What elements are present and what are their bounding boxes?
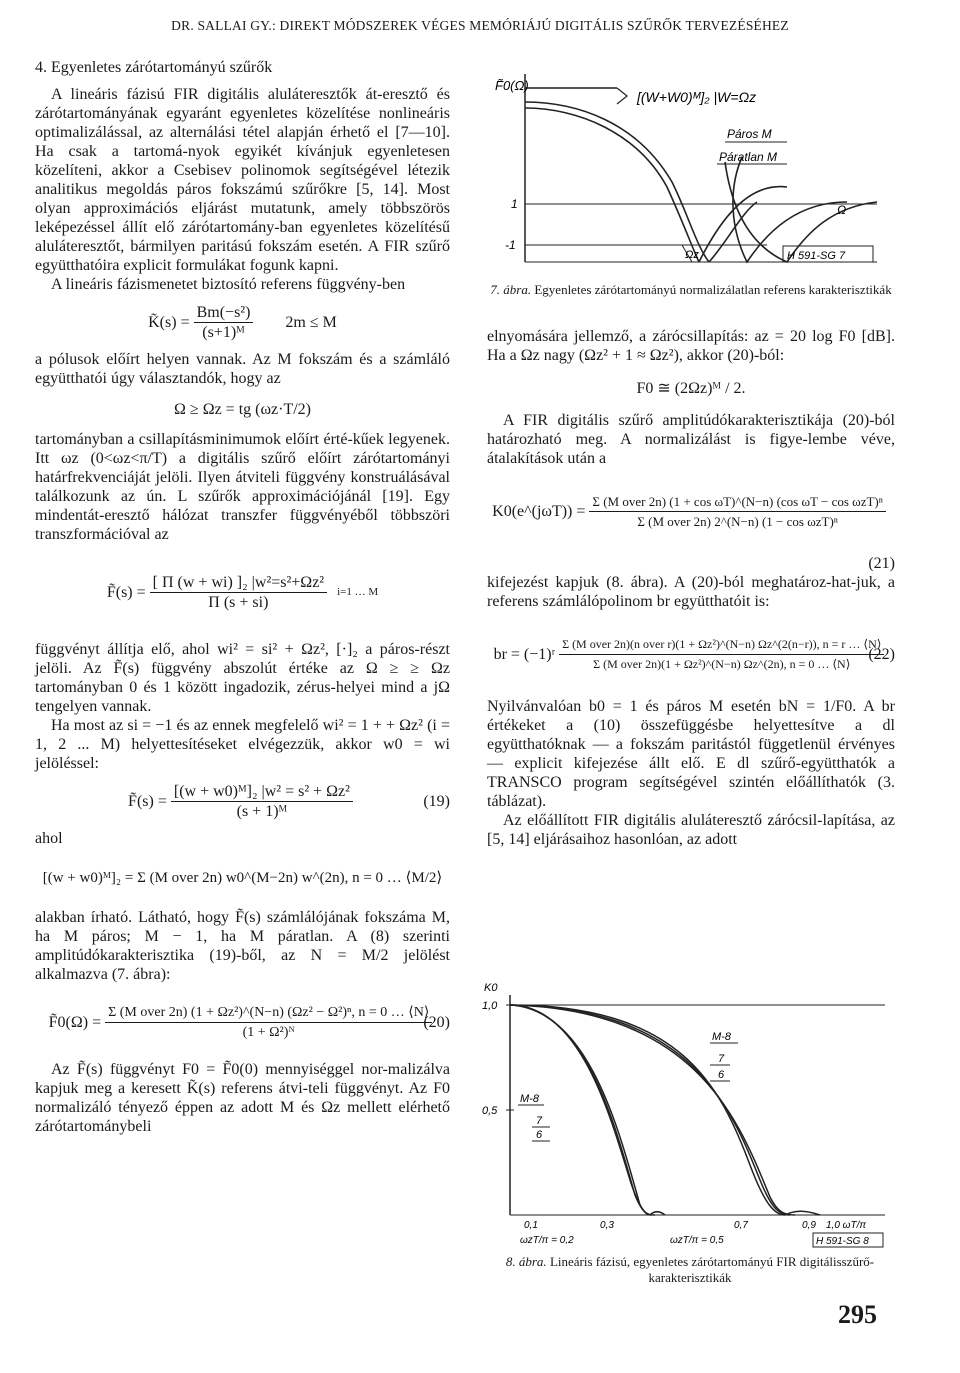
eq-f-lhs: F̃(s) = <box>106 583 146 601</box>
fig7-ylabel: F̃0(Ω) <box>495 78 529 93</box>
eq21-lhs: K0(e^(jωT)) = <box>492 502 586 520</box>
fig8-x03: 0,3 <box>600 1220 614 1231</box>
equation-21 <box>487 476 895 546</box>
eq21-number: (21) <box>868 555 895 572</box>
eq20-numerator: Σ (M over 2n) (1 + Ωz²)^(N−n) (Ωz² − Ω²)ⁿ, n = 0 … ⟨N⟩ <box>105 1003 432 1023</box>
eq-f-limits: i=1 … M <box>337 585 379 598</box>
eq20-lhs: F̃0(Ω) = <box>48 1013 102 1031</box>
left-paragraph-8: Az F̃(s) függvényt F0 = F̃0(0) mennyiséggel nor-malizálva kapjuk meg a keresett K̃(s) referens átvi-teli függvényt. Az F0 normalizáló tényező éppen az adott M és Ωz mellett elérhető zárótartománybeli <box>35 1061 450 1135</box>
figure-7-caption <box>487 282 895 298</box>
eq22-lhs: br = (−1)ʳ <box>493 645 556 663</box>
left-paragraph-1: A lineáris fázisú FIR digitális aluláteresztők át-eresztő és zárótartományának egyaránt egyenletes közelítése nonlineáris optimalizálással, az alternálási tétel alapján érhető el [7—10]. Ha csak a tartomá-nyok egyikét kívánjuk egyenletesen közelíteni, akkor a Csebisev polinomok segítségével létezik analitikus megoldás páros fokszámú szűrőkre [5, 14]. Most olyan approximációs eljárást mutatunk, amely többszörös leképezéssel állít elő zárótartomány-ban egyenletes közelítésű aluláteresztőt, bármilyen paritású fokszám esetén. A FIR szűrő együtthatóira explicit formulákat fogunk kapni. <box>35 86 450 274</box>
right-column <box>487 327 895 849</box>
eq-f-denominator: Π (s + si) <box>208 593 269 611</box>
right-paragraph-1: elnyomására jellemző, a zárócsillapítás: az = 20 log F0 [dB]. Ha a Ωz nagy (Ωz² + 1 ≈ Ωz²), akkor (20)-ból: <box>487 328 895 364</box>
right-paragraph-5: Az előállított FIR digitális aluláteresztő zárócsil-lapítása, az [5, 14] eljárásaihoz hasonlóan, az adott <box>487 812 895 848</box>
eq22-fraction <box>559 635 884 674</box>
eq-k-condition: 2m ≤ M <box>285 313 337 331</box>
right-paragraph-3: kifejezést kapjuk (8. ábra). A (20)-ból meghatároz-hat-juk, a referens számlálópolinom br együtthatóit is: <box>487 574 895 610</box>
equation-omega: Ω ≥ Ωz = tg (ωz·T/2) <box>174 400 311 418</box>
fig8-6-left: 6 <box>536 1129 543 1141</box>
eq-k-lhs: K̃(s) = <box>148 313 190 331</box>
fig7-tick-minus-one: -1 <box>505 238 516 252</box>
eq22-numerator: Σ (M over 2n)(n over r)(1 + Ωz²)^(N−n) Ωz^(2(n−r)), n = r … ⟨N⟩ <box>559 635 884 655</box>
fig8-7-right: 7 <box>718 1053 725 1065</box>
fig8-annotation-b: ωzT/π = 0,5 <box>670 1235 724 1246</box>
equation-f <box>35 552 450 632</box>
fig8-m8-left: M-8 <box>520 1093 539 1105</box>
eq19-numerator: [(w + w0)ᴹ]₂ |w² = s² + Ωz² <box>171 782 353 802</box>
fig7-paros-label: Páros M <box>727 127 772 141</box>
eq-k-fraction <box>194 303 254 342</box>
right-paragraph-4: Nyilvánvalóan b0 = 1 és páros M esetén bN = 1/F0. A br értékeket a (10) összefüggésbe helyettesítve a dl együtthatóknak — a fokszám paritástól függetlenül érvényes — explicit kifejezése állt elő. E dl szűrő-együtthatók a TRANSCO program segítségével szintén előállíthatók (3. táblázat). <box>487 698 895 810</box>
figure-8-plot <box>480 965 895 1250</box>
fig8-caption-number: 8. ábra. <box>505 1254 547 1269</box>
fig7-paratlan-label: Páratlan M <box>719 150 778 164</box>
left-paragraph-6: Ha most az si = −1 és az ennek megfelelő wi² = 1 + + Ωz² (i = 1, 2 ... M) helyettesítéseket elvégezzük, akkor w0 = wi jelöléssel: <box>35 717 450 772</box>
fig8-6-right: 6 <box>718 1069 725 1081</box>
eq-f-fraction <box>150 573 327 612</box>
left-column <box>35 58 450 1136</box>
eq-k-denominator: (s+1)ᴹ <box>202 323 245 341</box>
fig8-m8-right: M-8 <box>712 1031 731 1043</box>
fig8-y05: 0,5 <box>482 1105 498 1117</box>
equation-20 <box>35 992 450 1052</box>
fig8-x07: 0,7 <box>734 1220 748 1231</box>
left-paragraph-5: függvényt állítja elő, ahol wi² = si² + Ωz², [·]₂ a páros-részt jelöli. Az F̃(s) függvény abszolút értéke az Ω ≥ ≥ Ωz tartományban 0 és 1 között ingadozik, zérus-helyei mind a jΩ tengelyen vannak. <box>35 641 450 715</box>
figure-8-caption <box>490 1254 890 1286</box>
fig8-caption-text: Lineáris fázisú, egyenletes zárótartományú FIR digitálisszűrő-karakterisztikák <box>549 1254 875 1285</box>
fig7-omega: Ω <box>837 203 847 217</box>
figure-7 <box>487 62 895 280</box>
eq21-fraction <box>589 492 885 531</box>
left-paragraph-4: tartományban a csillapításminimumok előírt érté-kűek legyenek. Itt ωz (0<ωz<π/T) a digitális szűrő előírt zárótartományi határfrekvenciáját jelöli. Ilyen átviteli függvény konstruálásával találkozunk az ún. L szűrők approximációjánál [19]. Egy mindentát-eresztő hálózat transzfer függvényéből többszöri transzformációval az <box>35 431 450 543</box>
eq-k-numerator: Bm(−s²) <box>194 303 254 323</box>
left-paragraph-3: a pólusok előírt helyen vannak. Az M fokszám és a számláló együtthatói úgy választandók, hogy az <box>35 351 450 387</box>
right-paragraph-2: A FIR digitális szűrő amplitúdókarakterisztikája (20)-ból határozható meg. A normalizálást is figye-lembe véve, átalakítások után a <box>487 412 895 467</box>
eq20-denominator: (1 + Ω²)ᴺ <box>242 1024 295 1040</box>
equation-22 <box>487 619 895 689</box>
fig8-y10: 1,0 <box>482 1000 498 1012</box>
eq22-number: (22) <box>868 645 895 663</box>
page-number: 295 <box>838 1300 877 1329</box>
eq22-denominator: Σ (M over 2n)(1 + Ωz²)^(N−n) Ωz^(2n), n = 0 … ⟨N⟩ <box>593 656 851 671</box>
left-ahol: ahol <box>35 830 63 847</box>
fig8-x10: 1,0 ωT/π <box>826 1220 867 1231</box>
fig7-tick-one: 1 <box>511 197 518 211</box>
figure-7-plot <box>487 62 895 280</box>
equation-k <box>35 302 450 342</box>
fig8-tag: H 591-SG 8 <box>816 1236 869 1247</box>
fig8-x01: 0,1 <box>524 1220 538 1231</box>
left-paragraph-7: alakban írható. Látható, hogy F̃(s) számlálójának fokszáma M, ha M páros; M − 1, ha M páratlan. A (8) szerinti amplitúdókarakterisztika (19)-ből, az N = M/2 jelölést alkalmazva (7. ábra): <box>35 909 450 983</box>
figure-8 <box>480 965 895 1250</box>
fig7-tag: H 591-SG 7 <box>787 250 846 262</box>
eq19-number: (19) <box>423 792 450 810</box>
fig8-ylabel: K0 <box>484 982 498 994</box>
fig7-topnote: [(W+W0)ᴹ]₂ |W=Ωz <box>637 89 757 105</box>
fig8-x09: 0,9 <box>802 1220 816 1231</box>
equation-19 <box>35 781 450 821</box>
eq19-fraction <box>171 782 353 821</box>
eq21-denominator: Σ (M over 2n) 2^(N−n) (1 − cos ωzT)ⁿ <box>637 513 838 529</box>
eq19-lhs: F̃(s) = <box>128 792 167 810</box>
fig8-annotation-a: ωzT/π = 0,2 <box>520 1235 574 1246</box>
equation-f0: F0 ≅ (2Ωz)ᴹ / 2. <box>636 379 746 397</box>
eq19-denominator: (s + 1)ᴹ <box>236 802 288 820</box>
eq-f-numerator: [ Π (w + wi) ]₂ |w²=s²+Ωz² <box>150 573 327 593</box>
fig7-caption-text: Egyenletes zárótartományú normalizálatlan referens karakterisztikák <box>534 282 892 297</box>
eq21-numerator: Σ (M over 2n) (1 + cos ωT)^(N−n) (cos ωT − cos ωzT)ⁿ <box>589 492 885 512</box>
left-paragraph-2: A lineáris fázismenetet biztosító referens függvény-ben <box>51 276 406 293</box>
equation-sum: [(w + w0)ᴹ]₂ = Σ (M over 2n) w0^(M−2n) w^(2n), n = 0 … ⟨M/2⟩ <box>42 869 443 886</box>
fig7-omega-z: Ωz <box>685 249 699 261</box>
eq20-number: (20) <box>423 1013 450 1031</box>
running-header: DR. SALLAI GY.: DIREKT MÓDSZEREK VÉGES MEMÓRIÁJÚ DIGITÁLIS SZŰRŐK TERVEZÉSÉHEZ <box>171 18 789 33</box>
section-title: 4. Egyenletes zárótartományú szűrők <box>35 59 273 76</box>
fig7-caption-number: 7. ábra. <box>490 282 532 297</box>
eq20-fraction <box>105 1003 432 1042</box>
fig8-7-left: 7 <box>536 1115 543 1127</box>
